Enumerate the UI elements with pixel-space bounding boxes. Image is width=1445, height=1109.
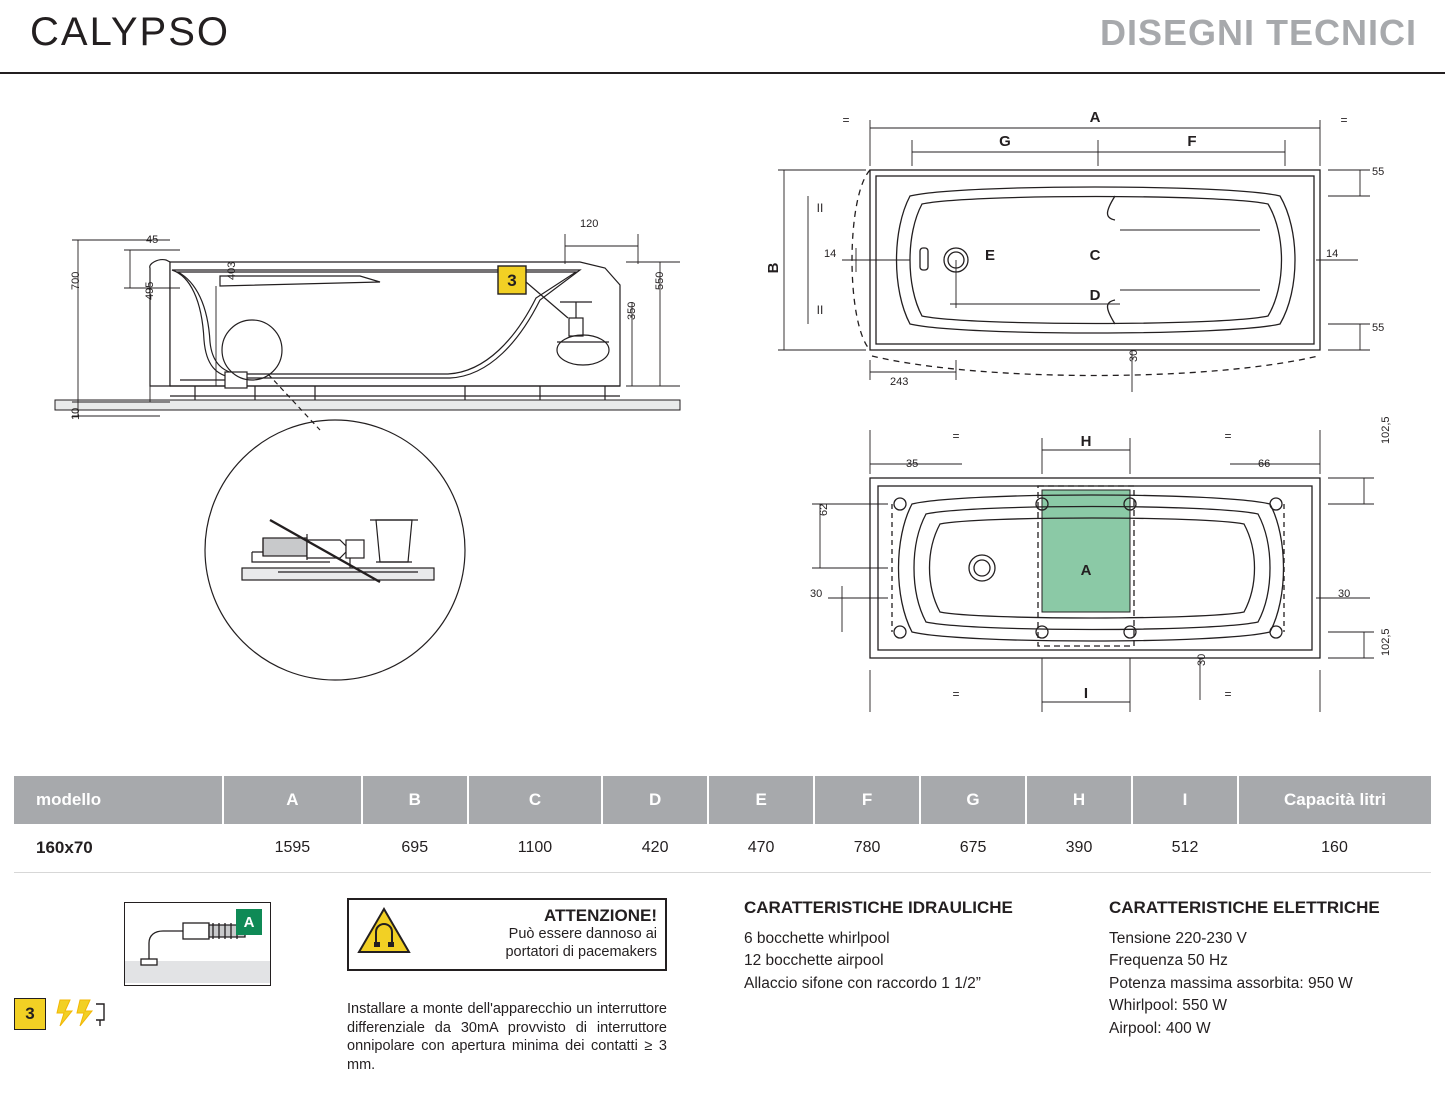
- cell-g: 675: [920, 824, 1026, 873]
- svg-text:=: =: [1224, 429, 1232, 443]
- dim-495: 495: [144, 281, 156, 300]
- hydraulic-line-1: 6 bocchette whirlpool: [744, 930, 890, 947]
- svg-text:II: II: [816, 303, 824, 317]
- cell-d: 420: [602, 824, 708, 873]
- hydraulic-line-2: 12 bocchette airpool: [744, 952, 884, 970]
- badge-a: A: [236, 909, 262, 935]
- svg-text:F: F: [1187, 133, 1197, 150]
- dim-403: 403: [226, 261, 238, 280]
- electric-line-2: Frequenza 50 Hz: [1109, 952, 1228, 970]
- bottom-info-section: [14, 880, 1431, 1095]
- cell-b: 695: [362, 824, 468, 873]
- col-b: B: [362, 776, 468, 824]
- attention-line1: Può essere dannoso ai: [508, 926, 657, 942]
- col-capacita: Capacità litri: [1238, 776, 1431, 824]
- col-i: I: [1132, 776, 1238, 824]
- dim-55-bottom: 55: [1372, 322, 1385, 334]
- attention-box: [347, 898, 667, 971]
- side-section-view: [20, 190, 710, 690]
- bottom-plan-view: [760, 416, 1420, 750]
- svg-text:C: C: [1089, 247, 1101, 264]
- col-f: F: [814, 776, 920, 824]
- dim-55-top: 55: [1372, 166, 1385, 178]
- svg-text:3: 3: [507, 271, 517, 290]
- top-plan-view: [760, 100, 1420, 410]
- cell-a: 1595: [223, 824, 362, 873]
- hydraulic-title: CARATTERISTICHE IDRAULICHE: [744, 898, 1013, 917]
- svg-text:D: D: [1089, 287, 1101, 304]
- col-c: C: [468, 776, 602, 824]
- svg-text:=: =: [1224, 687, 1232, 701]
- electric-hazard-icon: [54, 996, 110, 1028]
- dim-30-bottom: 30: [1196, 653, 1208, 666]
- dim-14-left: 14: [824, 248, 837, 260]
- hydraulic-specs: [744, 898, 1094, 995]
- svg-text:B: B: [765, 262, 782, 274]
- svg-text:H: H: [1080, 433, 1092, 450]
- cell-c: 1100: [468, 824, 602, 873]
- hydraulic-line-3: Allaccio sifone con raccordo 1 1/2”: [744, 974, 981, 992]
- cell-capacita: 160: [1238, 824, 1431, 873]
- svg-text:A: A: [1089, 109, 1101, 126]
- dim-243: 243: [890, 376, 909, 388]
- svg-text:A: A: [1080, 562, 1092, 579]
- cell-modello: 160x70: [14, 824, 223, 873]
- dim-35: 35: [906, 458, 919, 470]
- svg-text:=: =: [952, 429, 960, 443]
- dim-45: 45: [146, 234, 159, 246]
- electric-specs: [1109, 898, 1445, 1040]
- electric-line-4: Whirlpool: 550 W: [1109, 997, 1228, 1015]
- col-modello: modello: [14, 776, 223, 824]
- svg-text:I: I: [1083, 685, 1089, 702]
- electric-line-3: Potenza massima assorbita: 950 W: [1109, 974, 1353, 992]
- dim-1025-top: 102,5: [1380, 416, 1392, 444]
- dim-66: 66: [1258, 458, 1271, 470]
- dimension-table: [14, 776, 1431, 873]
- attention-title: ATTENZIONE!: [543, 906, 657, 925]
- dim-62: 62: [818, 503, 830, 516]
- dim-10: 10: [70, 407, 82, 420]
- badge-3: 3: [14, 998, 46, 1030]
- cell-e: 470: [708, 824, 814, 873]
- document-title: DISEGNI TECNICI: [1099, 12, 1417, 53]
- electric-line-1: Tensione 220-230 V: [1109, 930, 1247, 947]
- attention-note: Installare a monte dell'apparecchio un interruttore differenziale da 30mA provvisto di interruttore onnipolare con apertura minima dei contatti ≥ 3 mm.: [347, 1001, 667, 1073]
- dim-700: 700: [70, 271, 82, 290]
- col-d: D: [602, 776, 708, 824]
- dim-30-top: 30: [1128, 349, 1140, 362]
- dim-1025-bottom: 102,5: [1380, 628, 1392, 656]
- svg-text:II: II: [816, 201, 824, 215]
- attention-line2: portatori di pacemakers: [505, 943, 657, 960]
- dim-14-right: 14: [1326, 248, 1339, 260]
- svg-text:G: G: [999, 133, 1011, 150]
- electric-line-5: Airpool: 400 W: [1109, 1019, 1211, 1037]
- col-e: E: [708, 776, 814, 824]
- cell-i: 512: [1132, 824, 1238, 873]
- dim-30-left: 30: [810, 588, 823, 600]
- table-row: [14, 824, 1431, 873]
- table-header-row: [14, 776, 1431, 824]
- svg-text:E: E: [984, 247, 996, 264]
- page-title: CALYPSO: [30, 10, 230, 54]
- dim-550: 550: [654, 271, 666, 290]
- electric-title: CARATTERISTICHE ELETTRICHE: [1109, 898, 1380, 917]
- cell-h: 390: [1026, 824, 1132, 873]
- page-header: [0, 0, 1445, 74]
- svg-text:=: =: [842, 113, 850, 127]
- drain-detail-box: [124, 902, 271, 986]
- col-a: A: [223, 776, 362, 824]
- dim-350: 350: [626, 301, 638, 320]
- col-h: H: [1026, 776, 1132, 824]
- cell-f: 780: [814, 824, 920, 873]
- dim-30-right: 30: [1338, 588, 1351, 600]
- svg-text:=: =: [1340, 113, 1348, 127]
- svg-text:=: =: [952, 687, 960, 701]
- pacemaker-warning-icon: [357, 906, 411, 958]
- dim-120: 120: [580, 218, 599, 230]
- col-g: G: [920, 776, 1026, 824]
